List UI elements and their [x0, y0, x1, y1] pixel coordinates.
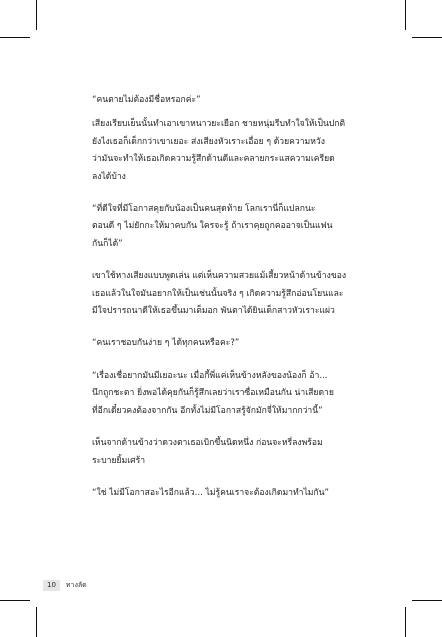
paragraph-7	[92, 435, 370, 470]
text-line: “คนตายไม่ต้องมีชื่อหรอกค่ะ”	[92, 95, 201, 105]
crop-mark-bottom-right-h	[412, 600, 442, 601]
text-line: เห็นจากด้านข้างว่าดวงตาเธอเบิกขึ้นนิดหนึ่ง ก่อนจะหรี่ลงพร้อม	[92, 438, 323, 449]
text-line: “เรื่องเชื่อยากมันมีเยอะนะ เมื่อกี้พี่แค่เห็นข้างหลังของน้องก็ อ้า...	[92, 370, 328, 381]
text-line: มีใจปรารถนาดีให้เธอขึ้นมาเต็มอก พันตาได้ยินเด็กสาวหัวเราะแผ่ว	[92, 306, 335, 317]
text-line: “คนเราชอบกันง่าย ๆ ได้ทุกคนหรือคะ?”	[92, 338, 240, 349]
text-line: กันก็ได้”	[92, 238, 123, 249]
text-line: ยังไงเธอก็เด็กกว่าเขาเยอะ ส่งเสียงหัวเราะเอื่อย ๆ ด้วยความหวัง	[92, 136, 325, 147]
crop-mark-top-right	[405, 0, 406, 30]
text-line: “ใช่ ไม่มีโอกาสอะไรอีกแล้ว... ไม่รู้คนเราจะต้องเกิดมาทำไมกัน”	[92, 487, 329, 498]
paragraph-6	[92, 368, 370, 420]
paragraph-2	[92, 116, 370, 186]
crop-mark-bottom-right	[405, 607, 406, 637]
paragraph-3	[92, 201, 370, 253]
text-line: นึกถูกชะตา ยิ่งพอได้คุยกันก็รู้สึกเลยว่าเราซื่อเหมือนกัน น่าเสียดาย	[92, 388, 334, 399]
crop-mark-bottom-left	[36, 607, 37, 637]
text-line: ลงได้บ้าง	[92, 171, 126, 182]
crop-mark-top-left-h	[0, 37, 30, 38]
text-line: เสียงเรียบเย็นนั้นทำเอาเขาหนาวยะเยือก ชายหนุ่มรีบทำใจให้เป็นปกติ	[92, 119, 346, 130]
text-line: เขาใช้หางเสียงแบบพูดเล่น แต่เห็นความสวยแม้เสี้ยวหน้าด้านข้างของ	[92, 271, 347, 282]
crop-mark-bottom-left-h	[0, 600, 30, 601]
body-text	[92, 92, 370, 517]
crop-mark-top-right-h	[412, 37, 442, 38]
paragraph-1	[92, 92, 370, 109]
text-line: “ที่ดีใจที่มีโอกาสคุยกับน้องเป็นคนสุดท้าย โลกเรานี่ก็แปลกนะ	[92, 204, 316, 215]
page-number: 10	[43, 580, 60, 591]
paragraph-8	[92, 485, 370, 502]
page-footer	[43, 580, 87, 591]
text-line: ระบายยิ้มเศร้า	[92, 455, 146, 466]
running-title: ทางลัด	[65, 581, 87, 589]
text-line: ตอนดี ๆ ไม่ยักกะให้มาคบกัน ใครจะรู้ ถ้าเราคุยถูกคออาจเป็นแฟน	[92, 221, 333, 232]
text-line: เธอแล้วในใจมันอยากให้เป็นเช่นนั้นจริง ๆ เกิดความรู้สึกอ่อนโยนและ	[92, 288, 344, 299]
paragraph-4	[92, 268, 370, 320]
text-line: ว่ามันจะทำให้เธอเกิดความรู้สึกด้านดีและคลายกระแสความเครียด	[92, 154, 335, 165]
text-line: ที่อีกเดี๋ยวคงต้องจากกัน อีกทั้งไม่มีโอกาสรู้จักมักจี่ให้มากกว่านี้”	[92, 405, 323, 416]
paragraph-5	[92, 335, 370, 352]
crop-mark-top-left	[36, 0, 37, 30]
